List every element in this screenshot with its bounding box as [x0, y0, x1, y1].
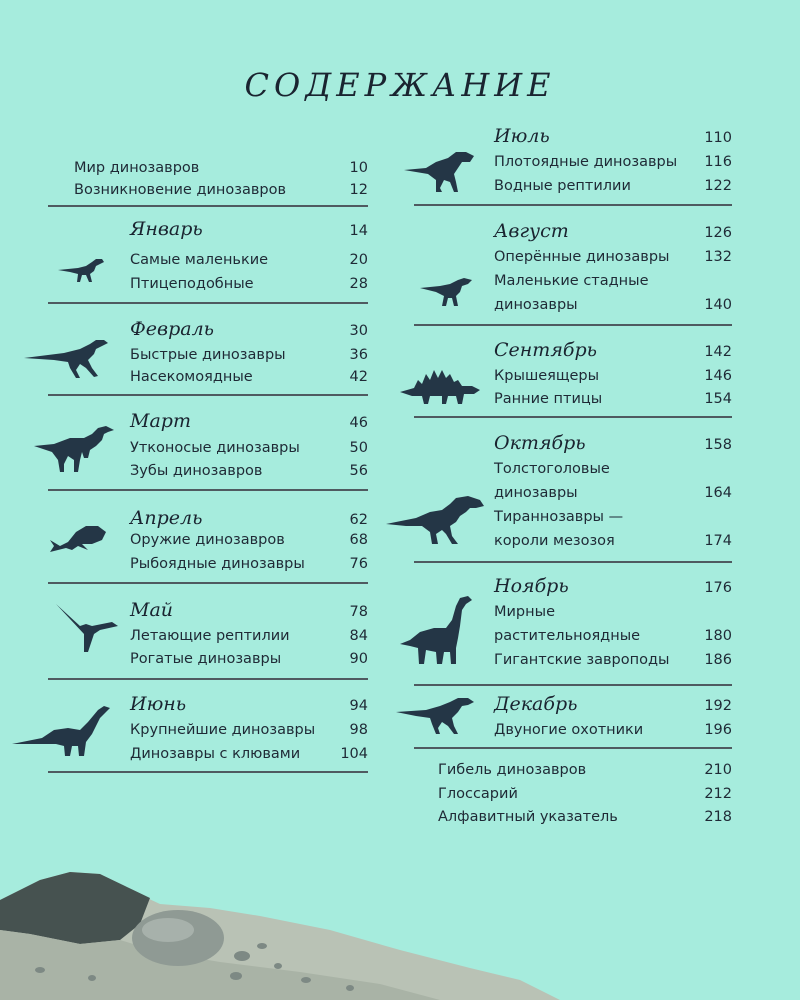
- carnivore-dinosaur-icon: [404, 150, 476, 194]
- month-page: 46: [349, 415, 368, 431]
- month-heading-april[interactable]: Апрель: [130, 507, 203, 529]
- month-page: 158: [704, 437, 732, 453]
- month-page: 142: [704, 344, 732, 360]
- month-page: 126: [704, 225, 732, 241]
- month-heading-august[interactable]: Август: [494, 220, 569, 242]
- toc-right-column: Июль 110 Плотоядные динозавры 116 Водные рептилии 122 Август 126 Оперённые динозавры 132 Маленькие стадные динозавры 140 Сентябрь 142 Крышеящеры 146 Ранние птицы 154 Октябрь 158 Толстоголовые динозавры 164 Тираннозавры — короли мезозоя 174 Ноябрь 176 Мирные растительноядные 180 Гигантские завроподы 186 Декабрь 192 Двуногие охотники 196 Гибель динозавров 210 Глоссарий 212 Алфавитный указатель 218: [414, 0, 732, 1000]
- sauropod-icon: [12, 704, 112, 758]
- tyrannosaurus-icon: [386, 494, 486, 546]
- toc-left-column: Мир динозавров 10 Возникновение динозавров 12 Январь 14 Самые маленькие 20 Птицеподобные 28 Февраль 30 Быстрые динозавры 36 Насекомоядные 42 Март 46 Утконосые динозавры 50 Зубы динозавров 56 Апрель 62 Оружие динозавров 68 Рыбоядные динозавры 76 Май 78 Летающие рептилии 84 Рогатые динозавры 90 Июнь 94 Крупнейшие динозавры 98 Динозавры с клювами 104: [48, 0, 368, 1000]
- divider: [48, 302, 368, 304]
- month-heading-december[interactable]: Декабрь: [494, 693, 578, 715]
- divider: [414, 416, 732, 418]
- biped-hunter-icon: [396, 696, 482, 736]
- month-heading-november[interactable]: Ноябрь: [494, 575, 569, 597]
- month-heading-july[interactable]: Июль: [494, 125, 550, 147]
- page-title: СОДЕРЖАНИЕ: [244, 66, 556, 104]
- month-page: 94: [349, 698, 368, 714]
- stegosaurus-icon: [400, 364, 482, 406]
- divider: [414, 747, 732, 749]
- brachiosaurus-icon: [400, 596, 484, 666]
- fish-icon: [48, 520, 108, 556]
- month-heading-september[interactable]: Сентябрь: [494, 339, 597, 361]
- month-page: 30: [349, 323, 368, 339]
- divider: [48, 394, 368, 396]
- month-heading-january[interactable]: Январь: [130, 218, 203, 240]
- month-page: 78: [349, 604, 368, 620]
- month-heading-june[interactable]: Июнь: [130, 693, 187, 715]
- small-raptor-icon: [56, 256, 112, 284]
- divider: [48, 489, 368, 491]
- divider: [48, 678, 368, 680]
- hadrosaur-icon: [34, 424, 116, 474]
- divider: [414, 561, 732, 563]
- month-heading-may[interactable]: Май: [130, 599, 174, 621]
- month-page: 14: [349, 223, 368, 239]
- month-heading-march[interactable]: Март: [130, 410, 191, 432]
- month-page: 62: [349, 512, 368, 528]
- divider: [48, 582, 368, 584]
- divider: [414, 684, 732, 686]
- pterosaur-icon: [56, 604, 118, 654]
- month-page: 110: [704, 130, 732, 146]
- ground-illustration: [0, 860, 800, 1000]
- running-dinosaur-icon: [24, 336, 112, 380]
- month-heading-october[interactable]: Октябрь: [494, 432, 586, 454]
- divider: [48, 205, 368, 207]
- month-page: 176: [704, 580, 732, 596]
- month-heading-february[interactable]: Февраль: [130, 318, 215, 340]
- feathered-dinosaur-icon: [420, 276, 476, 308]
- divider: [414, 324, 732, 326]
- month-page: 192: [704, 698, 732, 714]
- divider: [48, 771, 368, 773]
- divider: [414, 204, 732, 206]
